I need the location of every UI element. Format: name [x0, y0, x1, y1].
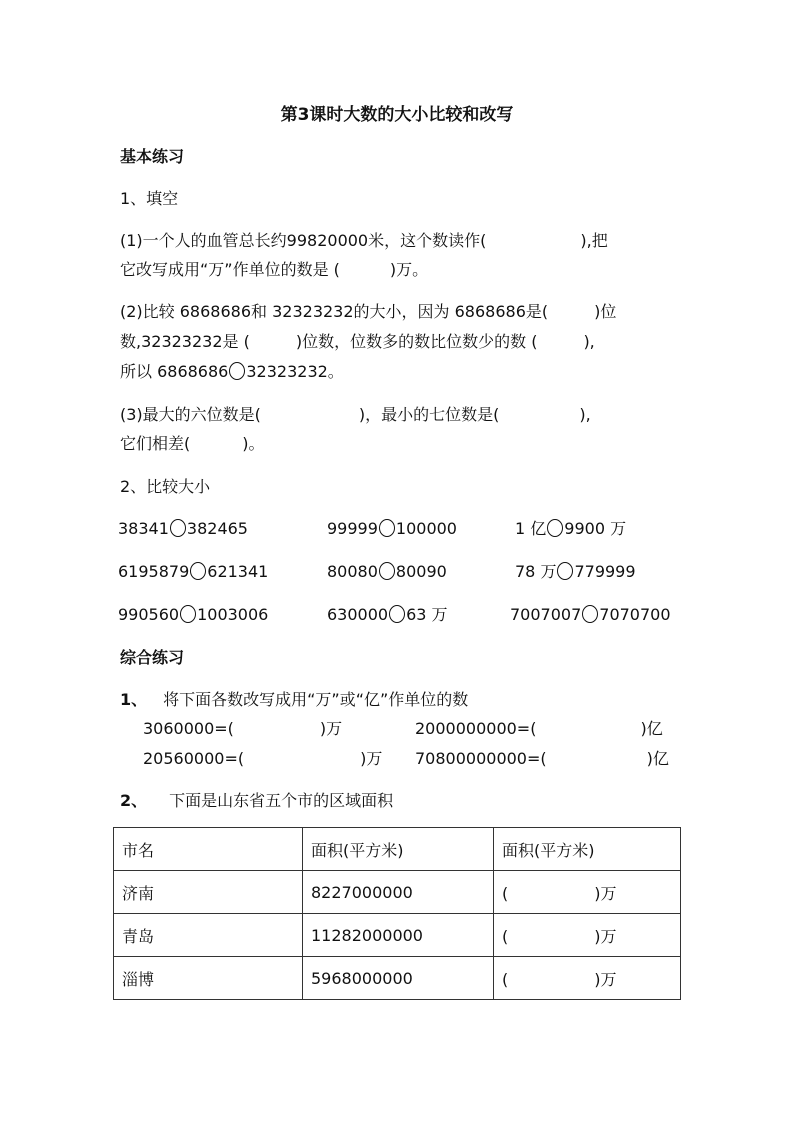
compare-item	[515, 518, 626, 540]
compare-right: 779999	[574, 562, 636, 581]
q1-3-text-a: (3)最大的六位数是(	[120, 405, 261, 424]
question-2-label: 2、比较大小	[120, 477, 211, 496]
answer-cell	[494, 957, 681, 1000]
compare-left: 990560	[118, 605, 180, 624]
compare-right: 9900 万	[564, 519, 627, 538]
basic-practice-heading: 基本练习	[120, 147, 185, 166]
rewrite-item	[415, 718, 663, 740]
compare-left: 630000	[327, 605, 389, 624]
table-row	[114, 871, 681, 914]
comparison-circle[interactable]	[379, 519, 395, 537]
compare-item	[510, 604, 671, 626]
answer-open: (	[502, 969, 509, 989]
answer-cell	[494, 914, 681, 957]
answer-close: )万	[594, 969, 617, 989]
compare-left: 1 亿	[515, 519, 547, 538]
compare-right: 100000	[395, 519, 457, 538]
combined-practice-heading: 综合练习	[120, 648, 185, 667]
table-header-cell: 面积(平方米)	[303, 828, 494, 871]
compare-left: 78 万	[515, 562, 557, 581]
comparison-circle[interactable]	[190, 562, 206, 580]
compare-left: 6195879	[118, 562, 190, 581]
comparison-circle[interactable]	[557, 562, 573, 580]
area-table	[113, 827, 681, 1000]
rewrite-number: 3060000=(	[143, 719, 234, 738]
rewrite-item	[415, 748, 669, 770]
q1-2-text-d: )位数，位数多的数比位数少的数 (	[295, 332, 538, 351]
q1-2-text-f: 所以 6868686	[120, 362, 229, 381]
q1-2-text-g: 32323232。	[246, 362, 344, 381]
compare-item	[515, 561, 636, 583]
q1-2-text-a: (2)比较 6868686和 32323232的大小，因为 6868686是(	[120, 302, 549, 321]
comparison-circle[interactable]	[229, 362, 245, 380]
combined-q2-label: 2、	[120, 791, 148, 810]
q1-2-line-3	[120, 361, 344, 383]
rewrite-unit: )万	[360, 749, 383, 768]
q1-2-line-1	[120, 301, 616, 323]
compare-left: 80080	[327, 562, 378, 581]
table-row	[114, 914, 681, 957]
rewrite-item	[143, 748, 382, 770]
city-cell: 淄博	[114, 957, 303, 1000]
q1-3-line-1	[120, 404, 591, 426]
compare-right: 621341	[207, 562, 269, 581]
area-cell: 11282000000	[303, 914, 494, 957]
compare-item	[118, 561, 268, 583]
combined-q1-text: 将下面各数改写成用“万”或“亿”作单位的数	[163, 690, 469, 709]
q1-1-line-1	[120, 230, 608, 252]
q1-3-text-c: ),	[579, 405, 591, 424]
q1-1-text-c: 它改写成用“万”作单位的数是 (	[120, 260, 340, 279]
table-header-cell: 面积(平方米)	[494, 828, 681, 871]
compare-item	[327, 561, 447, 583]
q1-1-text-a: (1)一个人的血管总长约99820000米，这个数读作(	[120, 231, 487, 250]
q1-3-text-d: 它们相差(	[120, 434, 191, 453]
area-cell: 8227000000	[303, 871, 494, 914]
answer-close: )万	[594, 883, 617, 903]
answer-open: (	[502, 883, 509, 903]
rewrite-number: 20560000=(	[143, 749, 245, 768]
comparison-circle[interactable]	[180, 605, 196, 623]
rewrite-item	[143, 718, 342, 740]
table-header-row	[114, 828, 681, 871]
rewrite-unit: )亿	[646, 749, 669, 768]
q1-2-text-e: ),	[583, 332, 595, 351]
q1-2-text-b: )位	[594, 302, 617, 321]
compare-item	[118, 604, 268, 626]
comparison-circle[interactable]	[170, 519, 186, 537]
compare-left: 7007007	[510, 605, 582, 624]
area-cell: 5968000000	[303, 957, 494, 1000]
q1-2-text-c: 数,32323232是 (	[120, 332, 250, 351]
q1-3-text-b: )，最小的七位数是(	[358, 405, 500, 424]
compare-item	[118, 518, 248, 540]
compare-item	[327, 518, 457, 540]
q1-1-line-2	[120, 259, 428, 281]
answer-open: (	[502, 926, 509, 946]
table-row	[114, 957, 681, 1000]
q1-1-text-b: ),把	[580, 231, 608, 250]
q1-3-text-e: )。	[242, 434, 265, 453]
q1-2-line-2	[120, 331, 595, 353]
compare-right: 382465	[186, 519, 248, 538]
compare-right: 1003006	[197, 605, 269, 624]
comparison-circle[interactable]	[379, 562, 395, 580]
q1-1-text-d: )万。	[389, 260, 429, 279]
compare-left: 38341	[118, 519, 169, 538]
combined-q1-label: 1、	[120, 690, 148, 709]
question-1-label: 1、填空	[120, 189, 179, 208]
combined-q2-text: 下面是山东省五个市的区域面积	[169, 791, 394, 810]
city-cell: 青岛	[114, 914, 303, 957]
comparison-circle[interactable]	[389, 605, 405, 623]
compare-right: 63 万	[406, 605, 448, 624]
compare-left: 99999	[327, 519, 378, 538]
compare-right: 7070700	[599, 605, 671, 624]
city-cell: 济南	[114, 871, 303, 914]
rewrite-number: 70800000000=(	[415, 749, 547, 768]
table-header-cell: 市名	[114, 828, 303, 871]
comparison-circle[interactable]	[582, 605, 598, 623]
rewrite-unit: )万	[319, 719, 343, 738]
answer-close: )万	[594, 926, 617, 946]
q1-3-line-2	[120, 433, 265, 455]
page-title: 第3课时大数的大小比较和改写	[280, 105, 514, 125]
combined-q1	[120, 689, 468, 711]
combined-q2	[120, 790, 393, 812]
rewrite-number: 2000000000=(	[415, 719, 537, 738]
answer-cell	[494, 871, 681, 914]
compare-right: 80090	[395, 562, 447, 581]
rewrite-unit: )亿	[640, 719, 663, 738]
compare-item	[327, 604, 448, 626]
comparison-circle[interactable]	[547, 519, 563, 537]
